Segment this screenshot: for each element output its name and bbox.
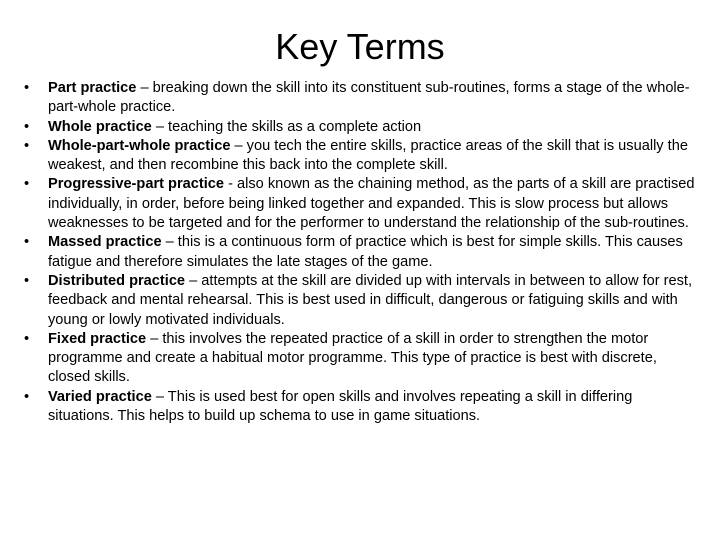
list-item [22, 175, 702, 233]
key-terms-list [22, 79, 702, 426]
term-definition: – this involves the repeated practice of a skill in order to strengthen the motor programme and create a habitual motor programme. This type of practice is best with discrete, closed skills. [48, 330, 657, 386]
list-item [22, 137, 702, 176]
term-definition: – attempts at the skill are divided up with intervals in between to allow for rest, feedback and mental rehearsal. This is best used in difficult, dangerous or fatiguing skills and with young or lowly motivated individuals. [48, 272, 693, 328]
bullet-icon: • [24, 330, 30, 347]
bullet-icon: • [24, 234, 30, 251]
term-definition: - also known as the chaining method, as the parts of a skill are practised individually, in order, before being linked together and expanded. This is slow process but allows weaknesses to be targeted and for the performer to understand the relationship of the sub-routines. [48, 176, 695, 232]
bullet-icon: • [24, 388, 30, 405]
term-definition: – teaching the skills as a complete action [151, 118, 422, 135]
term-definition: – you tech the entire skills, practice areas of the skill that is usually the weakest, and then recombine this back into the complete skill. [48, 137, 688, 174]
term-definition: – this is a continuous form of practice which is best for simple skills. This causes fatigue and therefore simulates the late stages of the game. [48, 234, 683, 270]
term-definition: – This is used best for open skills and involves repeating a skill in differing situations. This helps to build up schema to use in game situations. [48, 388, 633, 425]
list-item [22, 388, 702, 427]
bullet-icon: • [24, 176, 30, 193]
list-item [22, 330, 702, 388]
term-name: Varied practice [48, 388, 152, 405]
term-name: Whole-part-whole practice [48, 137, 231, 154]
list-item [22, 118, 702, 137]
bullet-icon: • [24, 137, 30, 154]
term-name: Fixed practice [48, 330, 147, 347]
bullet-icon: • [24, 80, 30, 96]
term-name: Distributed practice [48, 272, 186, 289]
term-definition: – breaking down the skill into its constituent sub-routines, forms a stage of the whole-part-whole practice. [48, 80, 690, 116]
slide-title: Key Terms [275, 26, 445, 67]
list-item [22, 233, 702, 272]
list-item [22, 79, 702, 118]
list-item [22, 272, 702, 330]
term-name: Whole practice [48, 118, 152, 135]
term-name: Progressive-part practice [48, 176, 225, 193]
term-name: Massed practice [48, 234, 162, 251]
bullet-icon: • [24, 118, 30, 135]
term-name: Part practice [48, 80, 137, 96]
bullet-icon: • [24, 272, 30, 289]
